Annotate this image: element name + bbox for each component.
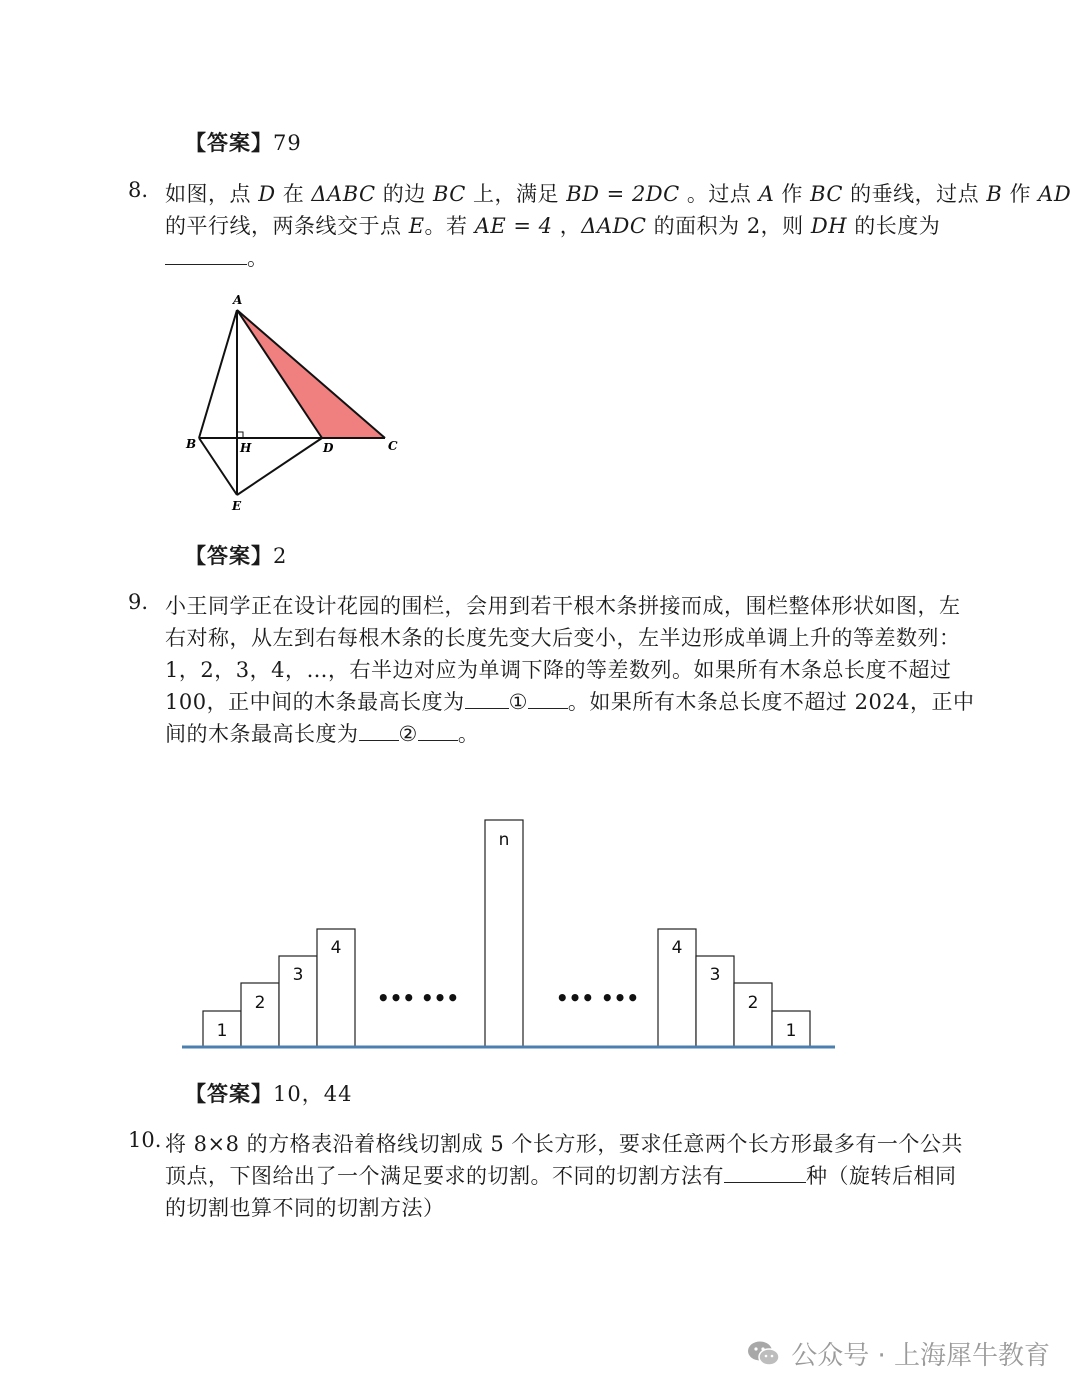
q8-line-3 <box>165 242 269 272</box>
bar-label: 4 <box>330 938 342 958</box>
text: 种（旋转后相同 <box>806 1164 957 1188</box>
q9-line-5 <box>165 718 479 748</box>
bar-label: 4 <box>671 938 683 958</box>
text: 。如果所有木条总长度不超过 2024，正中 <box>567 690 975 714</box>
text: 100，正中间的木条最高长度为 <box>165 690 465 714</box>
text: 的长度为 <box>847 214 941 238</box>
answer-value: 2 <box>273 544 288 568</box>
point-label-d: D <box>323 441 334 455</box>
text: ， <box>552 214 582 238</box>
question-number: 8. <box>128 178 149 202</box>
text: 。 <box>247 246 269 270</box>
text: 顶点，下图给出了一个满足要求的切割。不同的切割方法有 <box>165 1164 724 1188</box>
math-var: E <box>408 214 425 238</box>
blank-marker-1: ① <box>508 690 528 714</box>
text: 作 <box>1002 182 1039 206</box>
bar-label: 2 <box>254 993 266 1013</box>
answer-value: 10，44 <box>273 1082 353 1106</box>
fence-center-bar <box>485 820 523 1047</box>
text: 。过点 <box>679 182 759 206</box>
text: 的平行线，两条线交于点 <box>165 214 409 238</box>
segment-ab <box>199 310 237 438</box>
q9-line-4 <box>165 686 975 716</box>
text: 。若 <box>424 214 475 238</box>
math-var: AD <box>1038 182 1072 206</box>
answer-blank <box>528 688 568 709</box>
q10-line-2 <box>165 1160 957 1190</box>
segment-be <box>199 438 237 495</box>
q7-answer <box>185 127 302 157</box>
q9-answer <box>185 1078 352 1108</box>
answer-blank <box>465 688 509 709</box>
answer-label: 【答案】 <box>185 543 273 568</box>
bar-label: 3 <box>292 965 304 985</box>
math-var: BC <box>432 182 466 206</box>
math-var: B <box>986 182 1003 206</box>
text: 如图，点 <box>165 182 259 206</box>
answer-blank <box>359 720 399 741</box>
watermark <box>747 1335 1050 1372</box>
ellipsis-dots: ••• <box>555 986 595 1010</box>
ellipsis-dots: ••• <box>600 986 640 1010</box>
bar-label: 3 <box>709 965 721 985</box>
bar-label: 1 <box>785 1021 797 1041</box>
math-var: DH <box>810 214 848 238</box>
question-number: 9. <box>128 590 149 614</box>
wechat-icon <box>747 1340 781 1368</box>
answer-blank <box>165 244 247 265</box>
point-label-a: A <box>233 293 243 307</box>
q9-line-3: 1，2，3，4，…，右半边对应为单调下降的等差数列。如果所有木条总长度不超过 <box>165 658 952 682</box>
text: 上，满足 <box>465 182 567 206</box>
ellipsis-dots: ••• <box>376 986 416 1010</box>
answer-value: 79 <box>273 131 302 155</box>
bar-label: 1 <box>216 1021 228 1041</box>
point-label-c: C <box>388 439 398 453</box>
ellipsis-dots: ••• <box>420 986 460 1010</box>
bar-label-center: n <box>498 830 510 850</box>
math-expr: ΔABC <box>311 182 376 206</box>
math-expr: AE = 4 <box>474 214 553 238</box>
q8-answer <box>185 540 287 570</box>
answer-label: 【答案】 <box>185 1081 273 1106</box>
math-var: BC <box>810 182 843 206</box>
answer-label: 【答案】 <box>185 130 273 155</box>
text: 的面积为 2，则 <box>646 214 811 238</box>
q9-line-2: 右对称，从左到右每根木条的长度先变大后变小，左半边形成单调上升的等差数列： <box>165 626 961 650</box>
math-var: D <box>258 182 276 206</box>
text: 。 <box>457 722 480 746</box>
text: 的边 <box>375 182 433 206</box>
math-var: A <box>758 182 775 206</box>
point-label-h: H <box>240 441 252 455</box>
math-expr: ΔADC <box>581 214 647 238</box>
text: 作 <box>774 182 811 206</box>
text: 的垂线，过点 <box>843 182 987 206</box>
bar-label: 2 <box>747 993 759 1013</box>
q8-line-1 <box>165 178 1071 208</box>
answer-blank <box>418 720 458 741</box>
text: 在 <box>275 182 312 206</box>
point-label-e: E <box>232 499 242 513</box>
answer-blank <box>724 1162 806 1183</box>
watermark-text: 公众号 · 上海犀牛教育 <box>791 1341 1050 1371</box>
point-label-b: B <box>186 437 197 451</box>
text: 间的木条最高长度为 <box>165 722 359 746</box>
q8-line-2 <box>165 210 940 240</box>
math-expr: BD = 2DC <box>566 182 680 206</box>
fence-figure <box>180 815 840 1055</box>
triangle-figure <box>180 290 410 515</box>
q10-line-1: 将 8×8 的方格表沿着格线切割成 5 个长方形，要求任意两个长方形最多有一个公共 <box>165 1132 963 1156</box>
q9-line-1: 小王同学正在设计花园的围栏，会用到若干根木条拼接而成，围栏整体形状如图，左 <box>165 594 961 618</box>
q10-line-3: 的切割也算不同的切割方法） <box>165 1196 445 1220</box>
question-number: 10. <box>128 1128 162 1152</box>
blank-marker-2: ② <box>398 722 418 746</box>
